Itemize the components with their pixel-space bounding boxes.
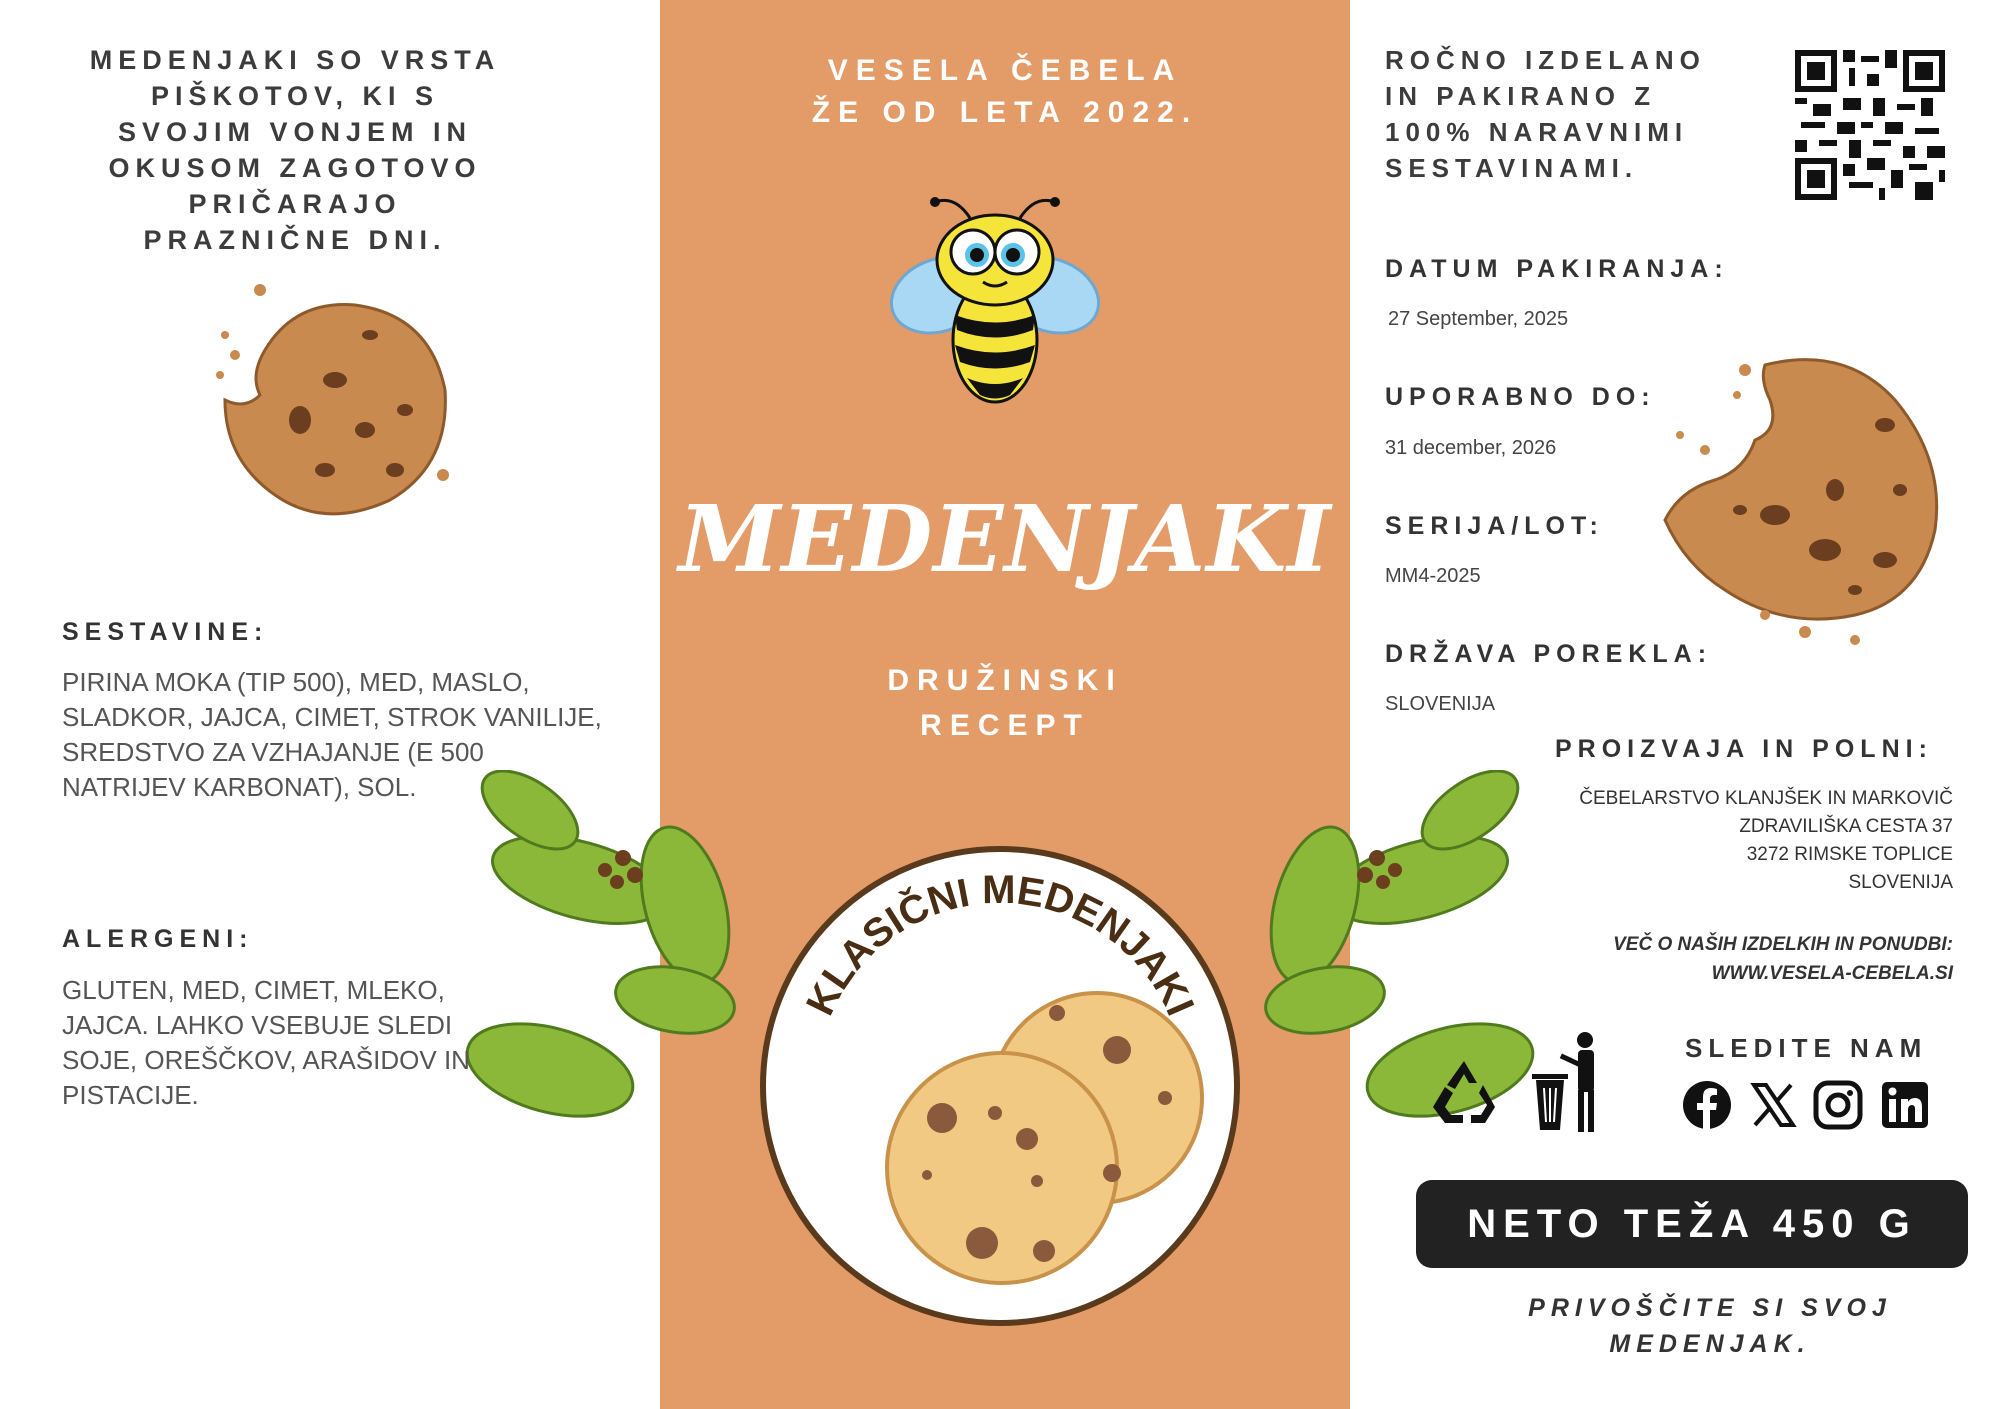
product-title: MEDENJAKI (678, 485, 1332, 593)
badge-label: KLASIČNI MEDENJAKI (798, 867, 1203, 1022)
bee-mascot (885, 190, 1110, 415)
detail-value-packing: 27 September, 2025 (1388, 308, 1569, 330)
more-info-label: VEČ O NAŠIH IZDELKIH IN PONUDBI: (1613, 934, 1953, 955)
detail-value-best-before: 31 december, 2026 (1385, 437, 1557, 459)
producer-line-4: SLOVENIJA (1848, 872, 1953, 893)
handmade-text: ROČNO IZDELANO IN PAKIRANO Z 100% NARAVNIMI SESTAVINAMI. (1385, 45, 1706, 183)
detail-value-lot: MM4-2025 (1385, 565, 1481, 587)
producer-line-1: ČEBELARSTVO KLANJŠEK IN MARKOVIČ (1579, 788, 1953, 809)
producer-line-2: ZDRAVILIŠKA CESTA 37 (1739, 816, 1953, 837)
instagram-icon[interactable] (1813, 1080, 1863, 1130)
x-icon[interactable] (1748, 1080, 1798, 1130)
recipe-line-1: DRUŽINSKI (887, 664, 1123, 697)
detail-label-origin: DRŽAVA POREKLA: (1385, 640, 1713, 668)
detail-label-packing: DATUM PAKIRANJA: (1385, 255, 1729, 283)
badge-text (757, 843, 1243, 1329)
ingredients-text: PIRINA MOKA (TIP 500), MED, MASLO, SLADKOR, JAJCA, CIMET, STROK VANILIJE, SREDSTVO ZA VZHAJANJE (E 500 NATRIJEV KARBONAT), SOL. (62, 667, 602, 802)
producer-line-3: 3272 RIMSKE TOPLICE (1746, 844, 1953, 865)
website-link[interactable]: WWW.VESELA-CEBELA.SI (1711, 963, 1953, 984)
more-info (1613, 930, 1953, 988)
brand-line-2: ŽE OD LETA 2022. (811, 96, 1199, 129)
producer-heading: PROIZVAJA IN POLNI: (1555, 735, 1933, 763)
detail-label-best-before: UPORABNO DO: (1385, 383, 1656, 411)
producer-address (1579, 785, 1953, 897)
ingredients-heading: SESTAVINE: (62, 618, 269, 646)
detail-label-lot: SERIJA/LOT: (1385, 512, 1604, 540)
intro-text: MEDENJAKI SO VRSTA PIŠKOTOV, KI S SVOJIM VONJEM IN OKUSOM ZAGOTOVO PRIČARAJO PRAZNIČNE DNI. (89, 45, 501, 255)
net-weight-badge: NETO TEŽA 450 G (1416, 1180, 1968, 1268)
detail-value-origin: SLOVENIJA (1385, 693, 1496, 715)
slogan: PRIVOŠČITE SI SVOJ MEDENJAK. (1528, 1294, 1892, 1358)
qr-code-icon[interactable] (1795, 50, 1945, 200)
trash-bin-icon (1530, 1030, 1610, 1135)
cookie-image-right (1645, 340, 1965, 650)
allergens-heading: ALERGENI: (62, 925, 254, 953)
svg-text:KLASIČNI MEDENJAKI (798, 868, 1202, 1022)
brand-line-1: VESELA ČEBELA (827, 54, 1183, 87)
follow-us-label: SLEDITE NAM (1685, 1033, 1928, 1063)
allergens-text: GLUTEN, MED, CIMET, MLEKO, JAJCA. LAHKO VSEBUJE SLEDI SOJE, OREŠČKOV, ARAŠIDOV IN PISTACIJE. (62, 975, 470, 1110)
recycle-icon (1425, 1055, 1503, 1133)
facebook-icon[interactable] (1682, 1080, 1732, 1130)
recipe-line-2: RECEPT (920, 709, 1090, 742)
linkedin-icon[interactable] (1880, 1080, 1930, 1130)
cookie-image-left (205, 280, 465, 540)
